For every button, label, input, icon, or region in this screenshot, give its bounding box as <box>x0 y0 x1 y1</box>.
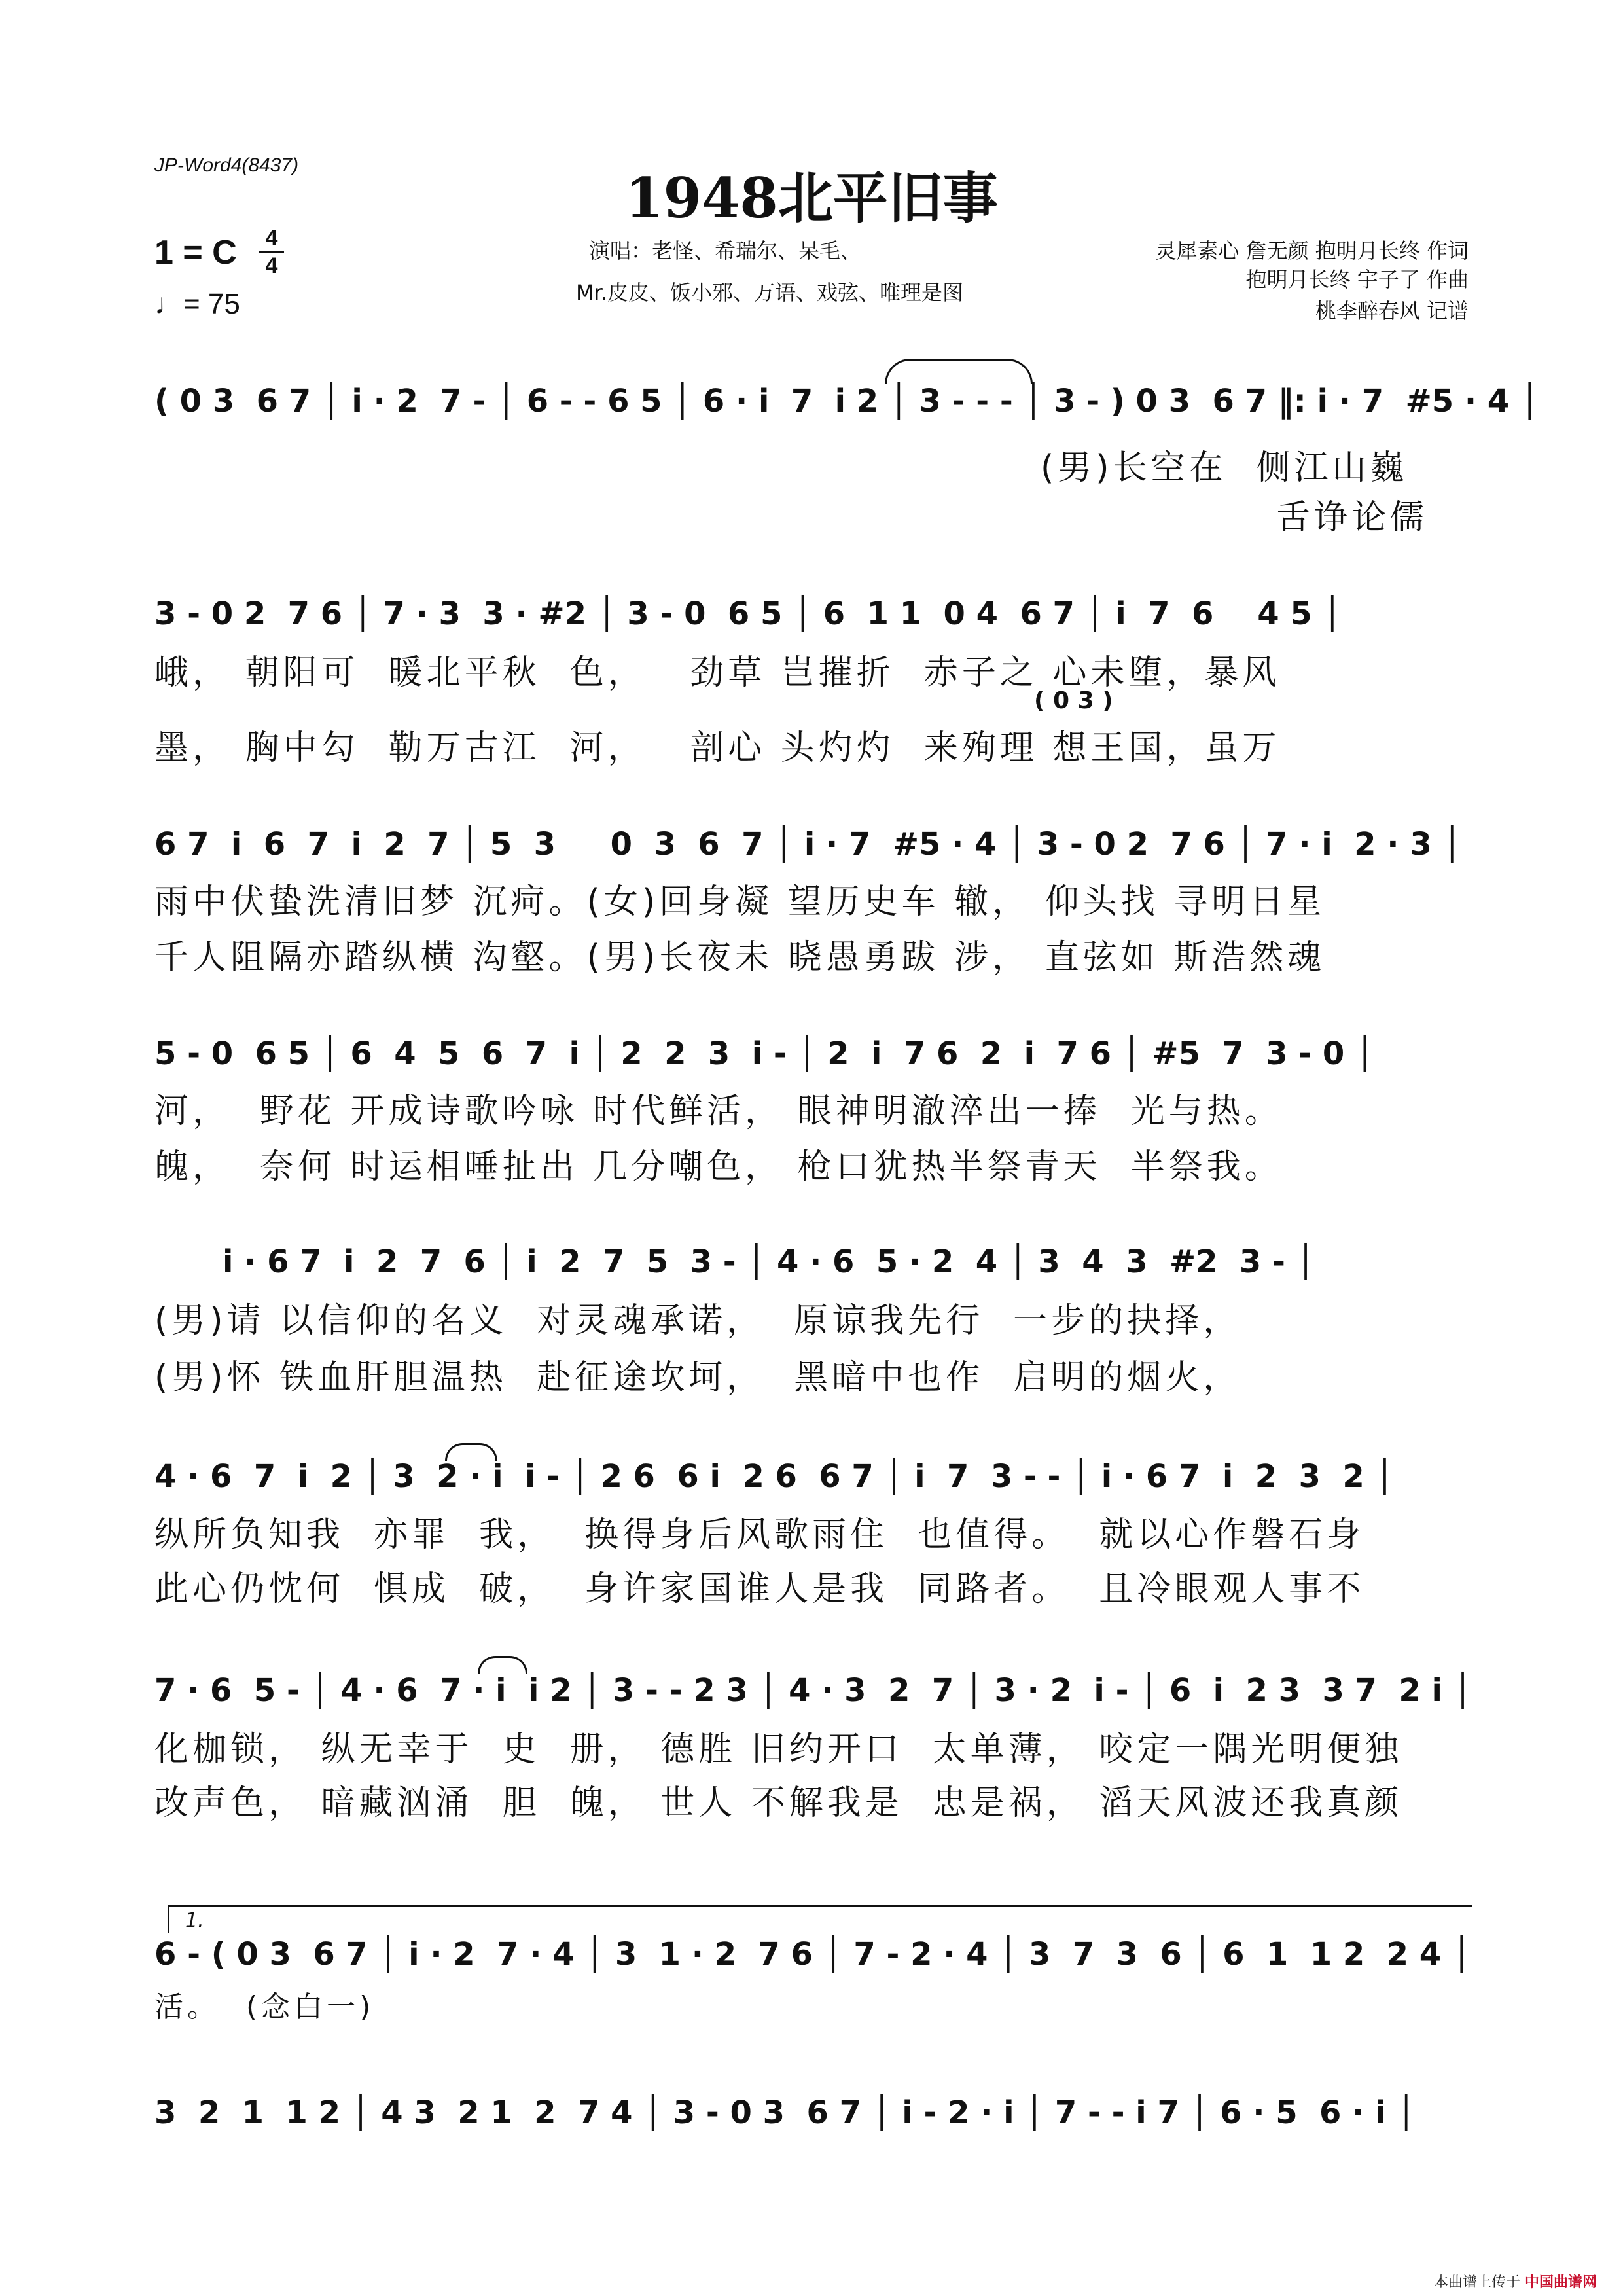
software-watermark: JP-Word4(8437) <box>154 154 299 176</box>
lyric-row-7a: 化枷锁， 纵无幸于 史 册， 德胜 旧约开口 太单薄， 咬定一隅光明便独 <box>154 1730 1403 1769</box>
time-signature-top: 4 <box>265 226 278 251</box>
lyric-row-2b: 墨， 胸中勾 勒万古江 河， 剖心 头灼灼 来殉理 想王国，虽万 <box>154 728 1281 768</box>
lyric-row-1b: 舌诤论儒 <box>1276 498 1429 537</box>
lyric-row-2a: 峨， 朝阳可 暖北平秋 色， 劲草 岂摧折 赤子之 心未堕，暴风 <box>154 653 1281 692</box>
notation-row-4: 5 - 0 6 5 │ 6 4 5 6 7 i │ 2 2 3 i - │ 2 i 7 6 2 i 7 6 │ #5 7 3 - 0 │ <box>154 1035 1374 1072</box>
time-signature <box>257 226 287 278</box>
lyric-row-6a: 纵所负知我 亦罪 我， 换得身后风歌雨住 也值得。 就以心作磐石身 <box>154 1515 1365 1554</box>
lyric-row-4a: 河， 野花 开成诗歌吟咏 时代鲜活， 眼神明澈淬出一捧 光与热。 <box>154 1092 1283 1131</box>
lyric-row-6b: 此心仍忱何 惧成 破， 身许家国谁人是我 同路者。 且冷眼观人事不 <box>154 1570 1365 1609</box>
lyric-row-5a: (男)请 以信仰的名义 对灵魂承诺， 原谅我先行 一步的抉择， <box>154 1301 1241 1340</box>
key-signature: 1 = C <box>154 234 237 272</box>
song-title: 1948北平旧事 <box>625 166 998 230</box>
tie-arc <box>885 359 1033 384</box>
bracket-note: ( 0 3 ) <box>1034 687 1113 714</box>
lyric-row-3a: 雨中伏蛰洗清旧梦 沉疴。(女)回身凝 望历史车 辙， 仰头找 寻明日星 <box>154 882 1326 922</box>
transcriber-credit: 桃李醉春风 记谱 <box>1315 298 1469 323</box>
first-ending-label: 1. <box>185 1909 204 1932</box>
tempo-marking: ♩= 75 <box>154 288 240 320</box>
time-signature-bottom: 4 <box>265 253 278 278</box>
lyric-row-4b: 魄， 奈何 时运相唾扯出 几分嘲色， 枪口犹热半祭青天 半祭我。 <box>154 1147 1283 1187</box>
notation-row-7: 7 · 6 5 - │ 4 · 6 7 · i i 2 │ 3 - - 2 3 │ 4 · 3 2 7 │ 3 · 2 i - │ 6 i 2 3 3 7 2 i │ <box>154 1672 1472 1709</box>
tie-arc <box>478 1656 527 1674</box>
notation-row-3: 6 7 i 6 7 i 2 7 │ 5 3 0 3 6 7 │ i · 7 #5 · 4 │ 3 - 0 2 7 6 │ 7 · i 2 · 3 │ <box>154 826 1462 863</box>
lyric-row-5b: (男)怀 铁血肝胆温热 赴征途坎坷， 黑暗中也作 启明的烟火， <box>154 1358 1241 1397</box>
notation-row-1: ( 0 3 6 7 │ i · 2 7 - │ 6 - - 6 5 │ 6 · i 7 i 2 │ 3 - - - │ 3 - ) 0 3 6 7 ‖: i · 7 #5 · 4 │ <box>154 383 1539 420</box>
footer-text: 本曲谱上传于 <box>1433 2274 1520 2291</box>
lyric-row-7b: 改声色， 暗藏汹涌 胆 魄， 世人 不解我是 忠是祸， 滔天风波还我真颜 <box>154 1784 1403 1823</box>
footer-site-logo: 中国曲谱网 <box>1524 2274 1597 2291</box>
tie-arc <box>445 1443 497 1461</box>
lyric-row-8a: 活。 (念白一) <box>154 1990 375 2024</box>
site-footer <box>1434 2271 1597 2291</box>
singers-line-1: 演唱：老怪、希瑞尔、呆毛、 <box>589 238 862 263</box>
notation-row-8: 6 - ( 0 3 6 7 │ i · 2 7 · 4 │ 3 1 · 2 7 6 │ 7 - 2 · 4 │ 3 7 3 6 │ 6 1 1 2 2 4 │ <box>154 1936 1471 1973</box>
notation-row-9: 3 2 1 1 2 │ 4 3 2 1 2 7 4 │ 3 - 0 3 6 7 │ i - 2 · i │ 7 - - i 7 │ 6 · 5 6 · i │ <box>154 2094 1416 2131</box>
composer-credit: 抱明月长终 宇子了 作曲 <box>1245 267 1469 292</box>
lyric-row-3b: 千人阻隔亦踏纵横 沟壑。(男)长夜未 晓愚勇跋 涉， 直弦如 斯浩然魂 <box>154 938 1326 977</box>
notation-row-2: 3 - 0 2 7 6 │ 7 · 3 3 · #2 │ 3 - 0 6 5 │ 6 1 1 0 4 6 7 │ i 7 6 4 5 │ <box>154 596 1342 632</box>
notation-row-5: i · 6 7 i 2 7 6 │ i 2 7 5 3 - │ 4 · 6 5 · 2 4 │ 3 4 3 #2 3 - │ <box>223 1244 1315 1280</box>
lyric-row-1a: (男)长空在 侧江山巍 <box>1041 448 1408 488</box>
singers-line-2: Mr.皮皮、饭小邪、万语、戏弦、唯理是图 <box>576 280 964 305</box>
first-ending-bracket <box>168 1905 1472 1933</box>
lyricist-credit: 灵犀素心 詹无颜 抱明月长终 作词 <box>1155 238 1469 263</box>
notation-row-6: 4 · 6 7 i 2 │ 3 2 · i i - │ 2 6 6 i 2 6 6 7 │ i 7 3 - - │ i · 6 7 i 2 3 2 │ <box>154 1458 1395 1495</box>
